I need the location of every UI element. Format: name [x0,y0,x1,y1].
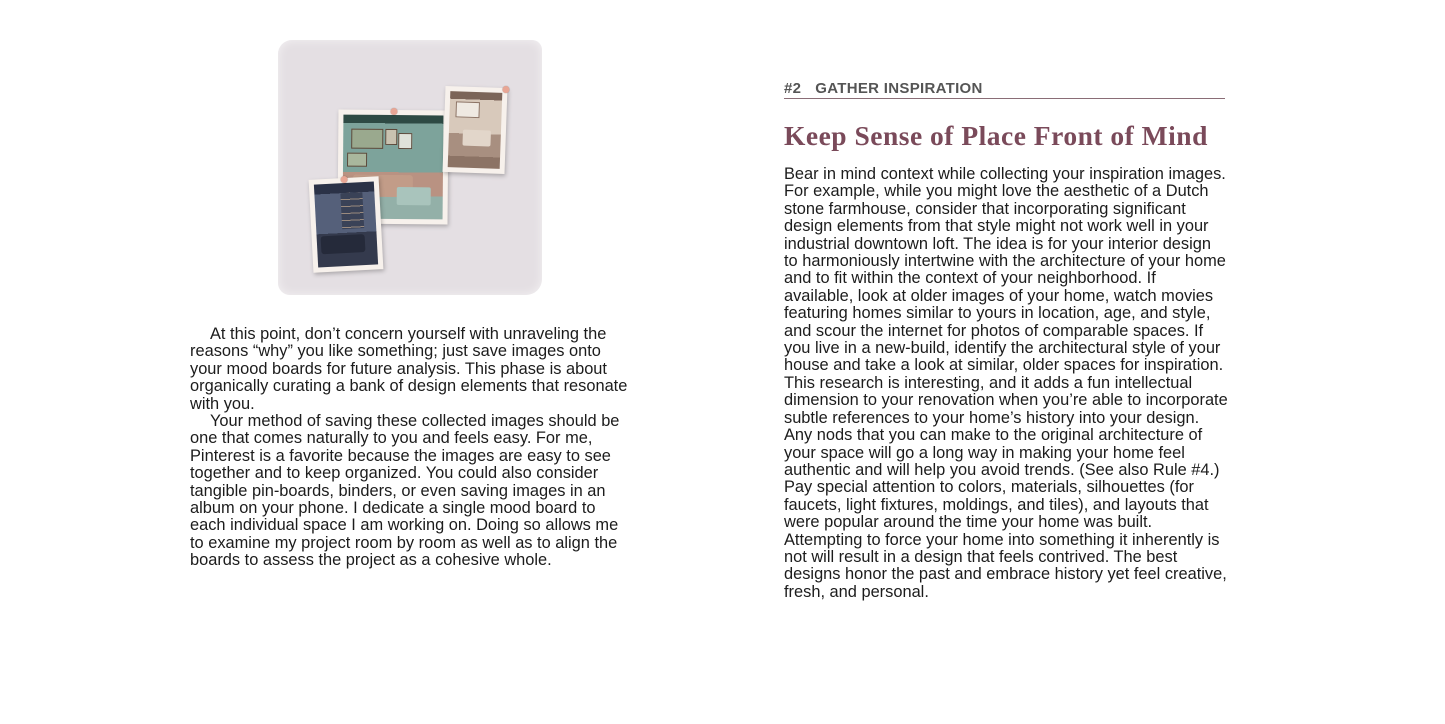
photo-dark-library [309,176,384,273]
section-label: GATHER INSPIRATION [815,80,983,97]
wall-art [398,133,412,149]
pushpin-icon [390,108,397,115]
wall-art [385,129,397,145]
mood-board-illustration [278,40,542,295]
left-body-text [190,326,635,570]
bookshelf-shape [340,192,364,229]
wall-art [351,129,383,149]
paragraph: At this point, don’t concern yourself with unraveling the reasons “why” you like something; just save images onto your mood boards for future analysis. This phase is about organically curating a bank of design elements that resonate with you. [190,325,628,413]
paragraph: Your method of saving these collected images should be one that comes naturally to you and feels easy. For me, Pinterest is a favorite because the images are easy to see together and to keep organized. You could also consider tangible pin-boards, binders, or even saving images in an album on your phone. I dedicate a single mood board to each individual space I am working on. Doing so allows me to examine my project room by room as well as to align the boards to assess the project as a cohesive whole. [190,412,620,570]
section-header [784,80,1225,99]
wall-art [347,153,367,167]
right-body-text: Bear in mind context while collecting your inspiration images. For example, while you might love the aesthetic of a Dutch stone farmhouse, consider that incorporating significant design elements from that style might not work well in your industrial downtown loft. The idea is for your interior design to harmoniously intertwine with the architecture of your home and to fit within the context of your neighborhood. If available, look at older images of your home, watch movies featuring homes similar to yours in location, age, and style, and scour the internet for photos of comparable spaces. If you live in a new-build, identify the architectural style of your house and take a look at similar, older spaces for inspiration. This research is interesting, and it adds a fun intellectual dimension to your renovation when you’re able to incorporate subtle references to your home’s history into your design. Any nods that you can make to the original architecture of your space will go a long way in making your home feel authentic and will help you avoid trends. (See also Rule #4.) Pay special attention to colors, materials, silhouettes (for faucets, light fixtures, moldings, and tiles), and layouts that were popular around the time your home was built. Attempting to force your home into something it inherently is not will result in a design that feels contrived. The best designs honor the past and embrace history yet feel creative, fresh, and personal. [784,165,1228,601]
ottoman-shape [397,187,431,205]
window-shape [455,101,480,118]
sofa-shape [321,234,366,254]
section-number: #2 [784,80,802,97]
bed-shape [462,130,491,147]
photo-neutral-bedroom [443,86,508,174]
page-title: Keep Sense of Place Front of Mind [784,120,1208,151]
